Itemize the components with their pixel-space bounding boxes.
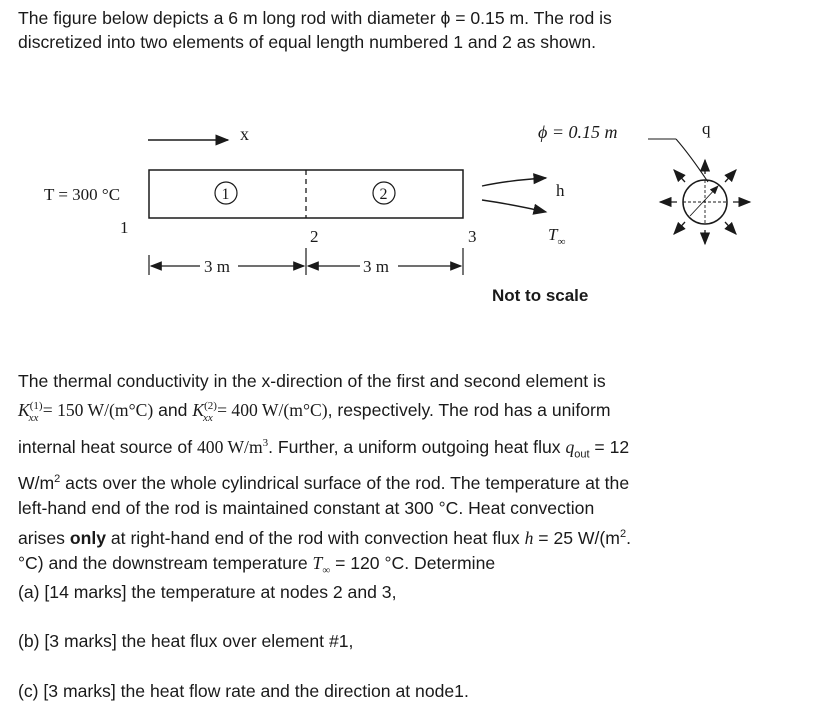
dimension-label-1: 3 m bbox=[204, 257, 230, 276]
not-to-scale-note: Not to scale bbox=[492, 286, 589, 305]
question-c: (c) [3 marks] the heat flow rate and the direction at node1. bbox=[18, 681, 469, 701]
node-3-label: 3 bbox=[468, 227, 477, 246]
diameter-label: ϕ = 0.15 m bbox=[538, 122, 618, 142]
flux-label: q bbox=[702, 119, 711, 138]
element-1-label: 1 bbox=[221, 186, 230, 203]
convection-arrow-lower bbox=[482, 200, 546, 212]
node-1-label: 1 bbox=[120, 218, 129, 237]
x-axis-label: x bbox=[240, 124, 249, 144]
convection-label: h bbox=[556, 181, 565, 200]
body-line-1: The thermal conductivity in the x-direction of the first and second element is bbox=[18, 371, 606, 391]
body-line-3: internal heat source of 400 $W/m^3$. Further, a uniform outgoing heat flux $q_{out} = 12$ bbox=[18, 436, 630, 461]
question-a: (a) [14 marks] the temperature at nodes 2 and 3, bbox=[18, 582, 397, 602]
dimension-label-2: 3 m bbox=[363, 257, 389, 276]
ambient-temperature-label: $T_\infty$ bbox=[548, 225, 566, 248]
left-temperature-label: T = 300 °C bbox=[44, 185, 121, 204]
intro-line-1: The figure below depicts a 6 m long rod with diameter ϕ = 0.15 m. The rod is bbox=[18, 8, 612, 28]
body-line-7: °C) and the downstream temperature $T_\infty = 120$ °C. Determine bbox=[18, 552, 496, 577]
question-b: (b) [3 marks] the heat flux over element #1, bbox=[18, 631, 354, 651]
element-2-label: 2 bbox=[379, 186, 388, 203]
intro-line-2: discretized into two elements of equal length numbered 1 and 2 as shown. bbox=[18, 32, 597, 52]
body-line-5: left-hand end of the rod is maintained constant at 300 °C. Heat convection bbox=[18, 498, 595, 519]
intro-paragraph bbox=[18, 6, 833, 54]
body-line-4: $W/m^2$ acts over the whole cylindrical surface of the rod. The temperature at the bbox=[18, 473, 630, 494]
body-line-6: arises only at right-hand end of the rod with convection heat flux h = 25 $W/(m^2$. bbox=[18, 527, 631, 548]
node-2-label: 2 bbox=[310, 227, 319, 246]
convection-arrow-upper bbox=[482, 178, 546, 186]
problem-paragraph bbox=[18, 369, 833, 583]
rod-diagram bbox=[0, 100, 840, 315]
body-line-2: $K^{(1)}_{xx} = 150$ W/(m°C) and $K^{(2)}_{xx} = 400$ W/(m°C), respectively. The rod has a uniform bbox=[18, 400, 611, 424]
